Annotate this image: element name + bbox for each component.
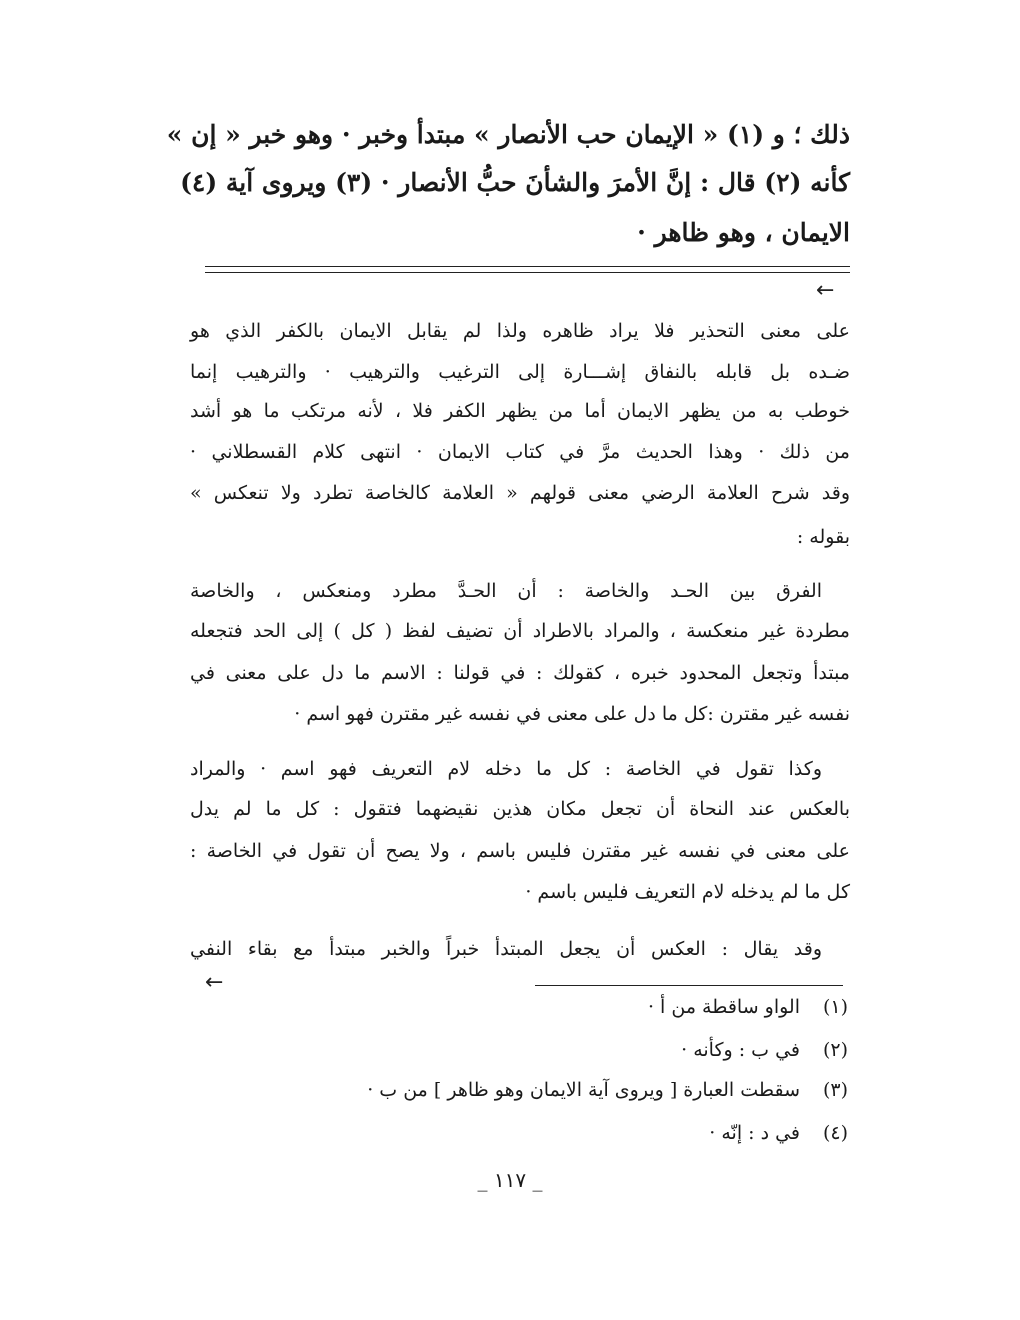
continuation-arrow-icon: ←	[816, 278, 835, 303]
main-text-line-2: كأنه (٢) قال : إنَّ الأمرَ والشأنَ حبُّ الأنصار · (٣) ويروى آية (٤)	[180, 168, 850, 197]
footnote-number: (٢)	[822, 1039, 848, 1061]
footnote-text: في ب : وكأنه ·	[681, 1039, 800, 1061]
commentary-line: كل ما لم يدخله لام التعريف فليس باسم ·	[525, 881, 850, 903]
footnote-number: (٣)	[822, 1079, 848, 1101]
commentary-line: وقد يقال : العكس أن يجعل المبتدأ خبراً والخبر مبتدأ مع بقاء النفي	[190, 938, 822, 960]
footnote-number: (١)	[822, 996, 848, 1018]
footnote	[681, 1039, 848, 1061]
commentary-line: الفرق بين الحـد والخاصة : أن الحـدَّ مطرد ومنعكس ، والخاصة	[190, 580, 822, 602]
main-text-line-3: الايمان ، وهو ظاهر ·	[637, 218, 850, 247]
footnote-number: (٤)	[822, 1122, 848, 1144]
footnote	[648, 996, 848, 1018]
commentary-line: ضـده بل قابله بالنفاق إشـــارة إلى الترغيب والترهيب · والترهيب إنما	[190, 361, 850, 383]
commentary-line: نفسه غير مقترن :كل ما دل على معنى في نفسه غير مقترن فهو اسم ·	[294, 703, 850, 725]
section-divider	[205, 266, 850, 273]
commentary-line: وقد شرح العلامة الرضي معنى قولهم « العلامة كالخاصة تطرد ولا تنعكس »	[190, 482, 850, 504]
main-text-line-1: ذلك ؛ و (١) « الإيمان حب الأنصار » مبتدأ وخبر · وهو خبر « إن »	[166, 120, 850, 149]
footnote-text: الواو ساقطة من أ ·	[647, 996, 800, 1018]
footnote	[367, 1079, 848, 1101]
commentary-line: مطردة غير منعكسة ، والمراد بالاطراد أن تضيف لفظ ( كل ) إلى الحد فتجعله	[190, 620, 850, 642]
footnote	[709, 1122, 848, 1144]
commentary-line: بالعكس عند النحاة أن تجعل مكان هذين نقيضهما فتقول : كل ما لم يدل	[190, 798, 850, 820]
commentary-line: على معنى التحذير فلا يراد ظاهره ولذا لم يقابل الايمان بالكفر الذي هو	[190, 320, 850, 342]
footnote-text: سقطت العبارة [ ويروى آية الايمان وهو ظاهر ] من ب ·	[367, 1079, 800, 1101]
footnote-separator	[535, 985, 843, 986]
page-number: _ ١١٧ _	[477, 1168, 543, 1192]
commentary-line: خوطب به من يظهر الايمان أما من يظهر الكفر فلا ، لأنه مرتكب ما هو أشد	[190, 400, 850, 422]
commentary-line: وكذا تقول في الخاصة : كل ما دخله لام التعريف فهو اسم · والمراد	[190, 758, 822, 780]
commentary-line: مبتدأ وتجعل المحدود خبره ، كقولك : في قولنا : الاسم ما دل على معنى في	[190, 662, 850, 684]
commentary-line: من ذلك · وهذا الحديث مرَّ في كتاب الايمان · انتهى كلام القسطلاني ·	[190, 441, 850, 463]
footnote-text: في د : إنّه ·	[709, 1122, 800, 1144]
commentary-line: بقوله :	[796, 526, 850, 548]
commentary-line: على معنى في نفسه غير مقترن فليس باسم ، ولا يصح أن تقول في الخاصة :	[190, 840, 850, 862]
continuation-arrow-icon: ←	[205, 970, 224, 995]
